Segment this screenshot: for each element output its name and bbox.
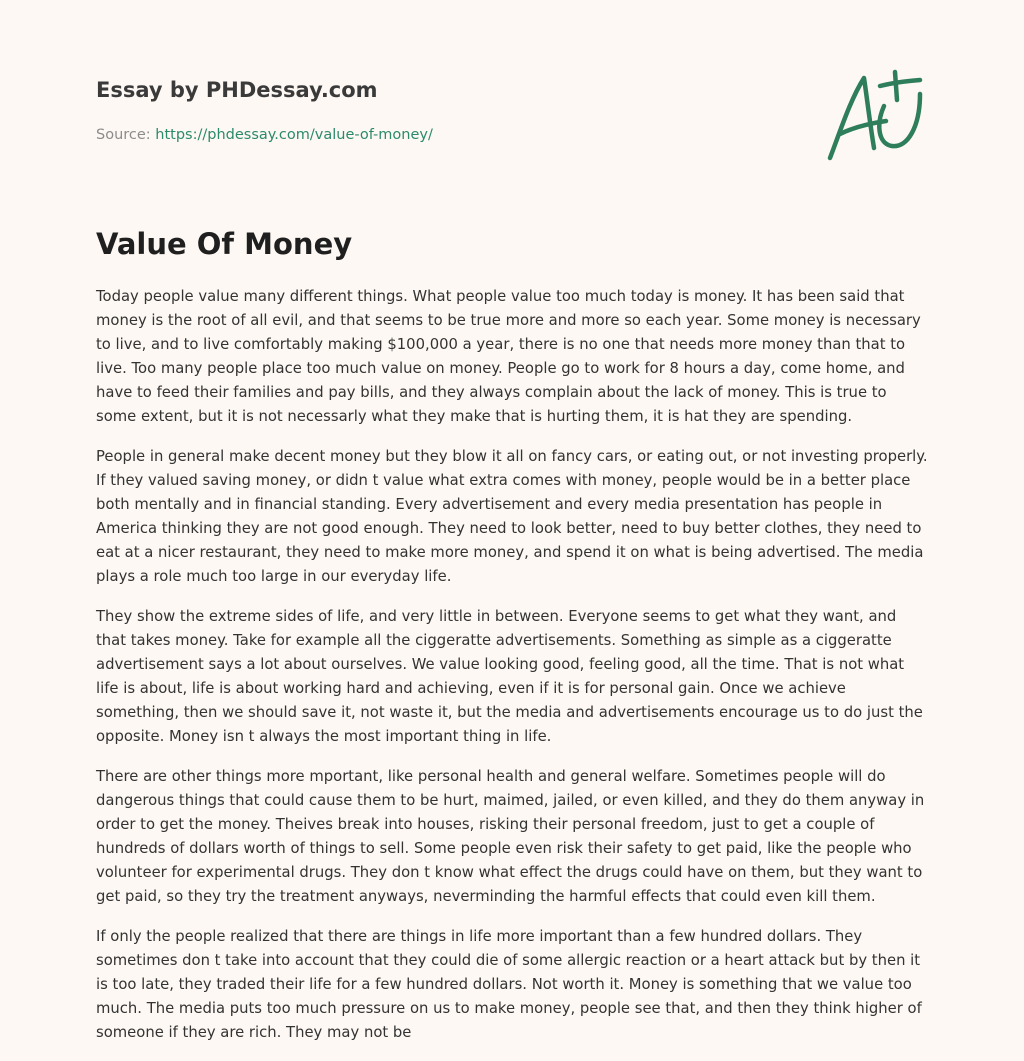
essay-body <box>96 285 930 1061</box>
essay-paragraph: If only the people realized that there are things in life more important than a few hundred dollars. They sometimes don t take into account that they could die of some allergic reaction or a heart attack but by then it is too late, they traded their life for a few hundred dollars. Not worth it. Money is something that we value too much. The media puts too much pressure on us to make money, people see that, and then they think higher of someone if they are rich. They may not be <box>96 928 922 1041</box>
essay-paragraph: Today people value many different things. What people value too much today is money. It has been said that money is the root of all evil, and that seems to be true more and more so each year. Some money is necessary to live, and to live comfortably making $100,000 a year, there is no one that needs more money than that to live. Too many people place too much value on money. People go to work for 8 hours a day, come home, and have to feed their families and pay bills, and they always complain about the lack of money. This is true to some extent, but it is not necessarly what they make that is hurting them, it is hat they are spending. <box>96 288 921 425</box>
essay-title: Value Of Money <box>96 227 353 261</box>
a-plus-grade-icon <box>820 66 930 166</box>
essay-paragraph: They show the extreme sides of life, and very little in between. Everyone seems to get what they want, and that takes money. Take for example all the ciggeratte advertisements. Something as simple as a ciggeratte advertisement says a lot about ourselves. We value looking good, feeling good, all the time. That is not what life is about, life is about working hard and achieving, even if it is for personal gain. Once we achieve something, then we should save it, not waste it, but the media and advertisements encourage us to do just the opposite. Money isn t always the most important thing in life. <box>96 608 923 745</box>
essay-paragraph: There are other things more mportant, like personal health and general welfare. Sometimes people will do dangerous things that could cause them to be hurt, maimed, jailed, or even killed, and they do them anyway in order to get the money. Theives break into houses, risking their personal freedom, just to get a couple of hundreds of dollars worth of things to sell. Some people even risk their safety to get paid, like the people who volunteer for experimental drugs. They don t know what effect the drugs could have on them, but they want to get paid, so they try the treatment anyways, neverminding the harmful effects that could even kill them. <box>96 768 925 905</box>
source-line <box>96 125 928 145</box>
source-label: Source: <box>96 127 156 143</box>
essay-paragraph: People in general make decent money but they blow it all on fancy cars, or eating out, or not investing properly. If they valued saving money, or didn t value what extra comes with money, people would be in a better place both mentally and in financial standing. Every advertisement and every media presentation has people in America thinking they are not good enough. They need to look better, need to buy better clothes, they need to eat at a nicer restaurant, they need to make more money, and spend it on what is being advertised. The media plays a role much too large in our everyday life. <box>96 448 928 585</box>
source-link[interactable]: https://phdessay.com/value-of-money/ <box>155 127 433 143</box>
essay-header <box>96 76 928 145</box>
site-brand: Essay by PHDessay.com <box>96 78 378 102</box>
